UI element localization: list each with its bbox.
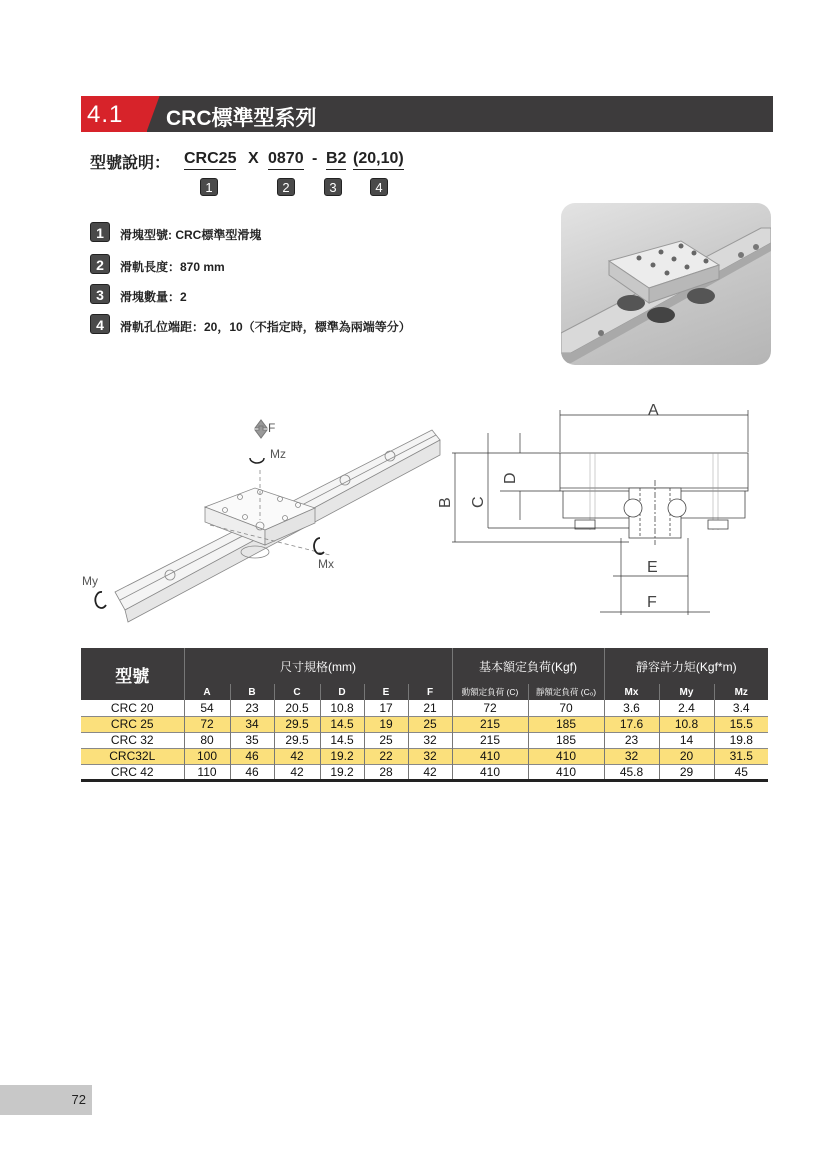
model-code-part-2: 0870	[268, 150, 304, 170]
marker-2: 2	[277, 178, 295, 196]
cell-f: 32	[408, 732, 452, 748]
cell-mz: 31.5	[714, 748, 768, 764]
cell-my: 2.4	[659, 700, 714, 716]
cell-f: 21	[408, 700, 452, 716]
cell-mx: 32	[604, 748, 659, 764]
cell-my: 29	[659, 764, 714, 780]
cell-b: 35	[230, 732, 274, 748]
section-title: CRC標準型系列	[166, 107, 317, 130]
cell-e: 25	[364, 732, 408, 748]
model-code-dash: -	[312, 150, 318, 167]
technical-drawing	[80, 400, 770, 630]
cell-mz: 15.5	[714, 716, 768, 732]
legend-text: 滑軌孔位端距：20，10（不指定時，標準為兩端等分）	[120, 320, 411, 334]
cell-f: 42	[408, 764, 452, 780]
cross-section-drawing	[560, 453, 748, 545]
marker-4: 4	[370, 178, 388, 196]
cell-mz: 19.8	[714, 732, 768, 748]
cell-d: 14.5	[320, 716, 364, 732]
cell-stat: 410	[528, 748, 604, 764]
table-row	[81, 764, 768, 780]
cell-dyn: 215	[452, 732, 528, 748]
cell-b: 23	[230, 700, 274, 716]
label-dim-d: D	[502, 472, 519, 484]
cell-b: 34	[230, 716, 274, 732]
cell-model: CRC 32	[110, 733, 154, 747]
force-arrow-icon	[255, 420, 267, 438]
header-d: D	[320, 684, 364, 700]
table-row	[81, 716, 768, 732]
section-number: 4.1	[87, 101, 124, 128]
page-number-tab	[0, 1085, 92, 1115]
header-mz: Mz	[714, 684, 768, 700]
header-e: E	[364, 684, 408, 700]
cell-mz: 45	[714, 764, 768, 780]
model-code-x: X	[248, 150, 259, 167]
linear-guide-photo-illustration	[561, 203, 771, 365]
legend-num: 1	[90, 222, 110, 242]
header-dynamic-load: 動額定負荷 (C)	[452, 684, 528, 700]
cell-a: 80	[184, 732, 230, 748]
legend-num: 2	[90, 254, 110, 274]
cell-dyn: 72	[452, 700, 528, 716]
cell-my: 14	[659, 732, 714, 748]
header-f: F	[408, 684, 452, 700]
cell-mx: 45.8	[604, 764, 659, 780]
moment-y-icon	[95, 592, 106, 608]
cell-e: 17	[364, 700, 408, 716]
model-code-part-1: CRC25	[184, 150, 236, 170]
header-size-group: 尺寸規格(mm)	[184, 648, 452, 684]
cell-d: 14.5	[320, 732, 364, 748]
label-mz: Mz	[270, 447, 286, 461]
cell-b: 46	[230, 748, 274, 764]
dimension-lines	[452, 410, 748, 615]
cell-model: CRC 25	[81, 716, 184, 732]
cell-a: 54	[184, 700, 230, 716]
label-my: My	[82, 574, 98, 588]
table-row	[81, 748, 768, 764]
cell-d: 10.8	[320, 700, 364, 716]
section-header	[81, 96, 773, 132]
cell-mx: 17.6	[604, 716, 659, 732]
header-model: 型號	[81, 648, 184, 700]
cell-c: 42	[274, 764, 320, 780]
cell-e: 19	[364, 716, 408, 732]
cell-e: 22	[364, 748, 408, 764]
cell-model: CRC 20	[110, 700, 154, 715]
table-row	[81, 700, 768, 716]
cell-stat: 185	[528, 716, 604, 732]
legend-text: 滑軌長度：870 mm	[120, 260, 225, 274]
cell-b: 46	[230, 764, 274, 780]
legend-num: 4	[90, 314, 110, 334]
cell-c: 42	[274, 748, 320, 764]
cell-model: CRC32L	[81, 748, 184, 764]
header-static-load: 靜額定負荷 (C₀)	[528, 684, 604, 700]
cell-a: 110	[184, 764, 230, 780]
label-dim-a: A	[648, 402, 659, 419]
model-code-label: 型號說明：	[90, 155, 171, 172]
cell-mx: 3.6	[604, 700, 659, 716]
legend-text: 滑塊型號: CRC標準型滑塊	[120, 228, 262, 242]
spec-table	[81, 648, 768, 782]
cell-mz: 3.4	[714, 700, 768, 716]
cell-c: 20.5	[274, 700, 320, 716]
cell-d: 19.2	[320, 764, 364, 780]
cell-dyn: 410	[452, 764, 528, 780]
header-a: A	[184, 684, 230, 700]
model-code-part-3: B2	[326, 150, 346, 170]
cell-dyn: 215	[452, 716, 528, 732]
moment-x-icon	[314, 538, 324, 554]
page-number: 72	[71, 1092, 86, 1107]
header-my: My	[659, 684, 714, 700]
marker-1: 1	[200, 178, 218, 196]
header-moment-group: 靜容許力矩(Kgf*m)	[604, 648, 768, 684]
cell-stat: 410	[528, 764, 604, 780]
label-dim-f: F	[647, 594, 657, 611]
cell-stat: 185	[528, 732, 604, 748]
cell-a: 100	[184, 748, 230, 764]
legend-text: 滑塊數量：2	[120, 290, 187, 304]
table-row	[81, 732, 768, 748]
cell-a: 72	[184, 716, 230, 732]
cell-d: 19.2	[320, 748, 364, 764]
header-b: B	[230, 684, 274, 700]
cell-f: 25	[408, 716, 452, 732]
cell-c: 29.5	[274, 732, 320, 748]
cell-e: 28	[364, 764, 408, 780]
cell-my: 20	[659, 748, 714, 764]
legend-num: 3	[90, 284, 110, 304]
label-dim-c: C	[470, 496, 487, 508]
label-dim-b: B	[437, 497, 454, 508]
cell-dyn: 410	[452, 748, 528, 764]
cell-c: 29.5	[274, 716, 320, 732]
header-mx: Mx	[604, 684, 659, 700]
model-code-part-4: (20,10)	[353, 150, 404, 170]
label-force: F	[268, 421, 276, 435]
cell-f: 32	[408, 748, 452, 764]
cell-stat: 70	[528, 700, 604, 716]
header-c: C	[274, 684, 320, 700]
label-mx: Mx	[318, 557, 334, 571]
moment-z-icon	[250, 458, 264, 463]
marker-3: 3	[324, 178, 342, 196]
cell-my: 10.8	[659, 716, 714, 732]
cell-mx: 23	[604, 732, 659, 748]
header-load-group: 基本額定負荷(Kgf)	[452, 648, 604, 684]
cell-model: CRC 42	[110, 764, 154, 779]
label-dim-e: E	[647, 559, 658, 576]
product-photo	[561, 203, 771, 365]
